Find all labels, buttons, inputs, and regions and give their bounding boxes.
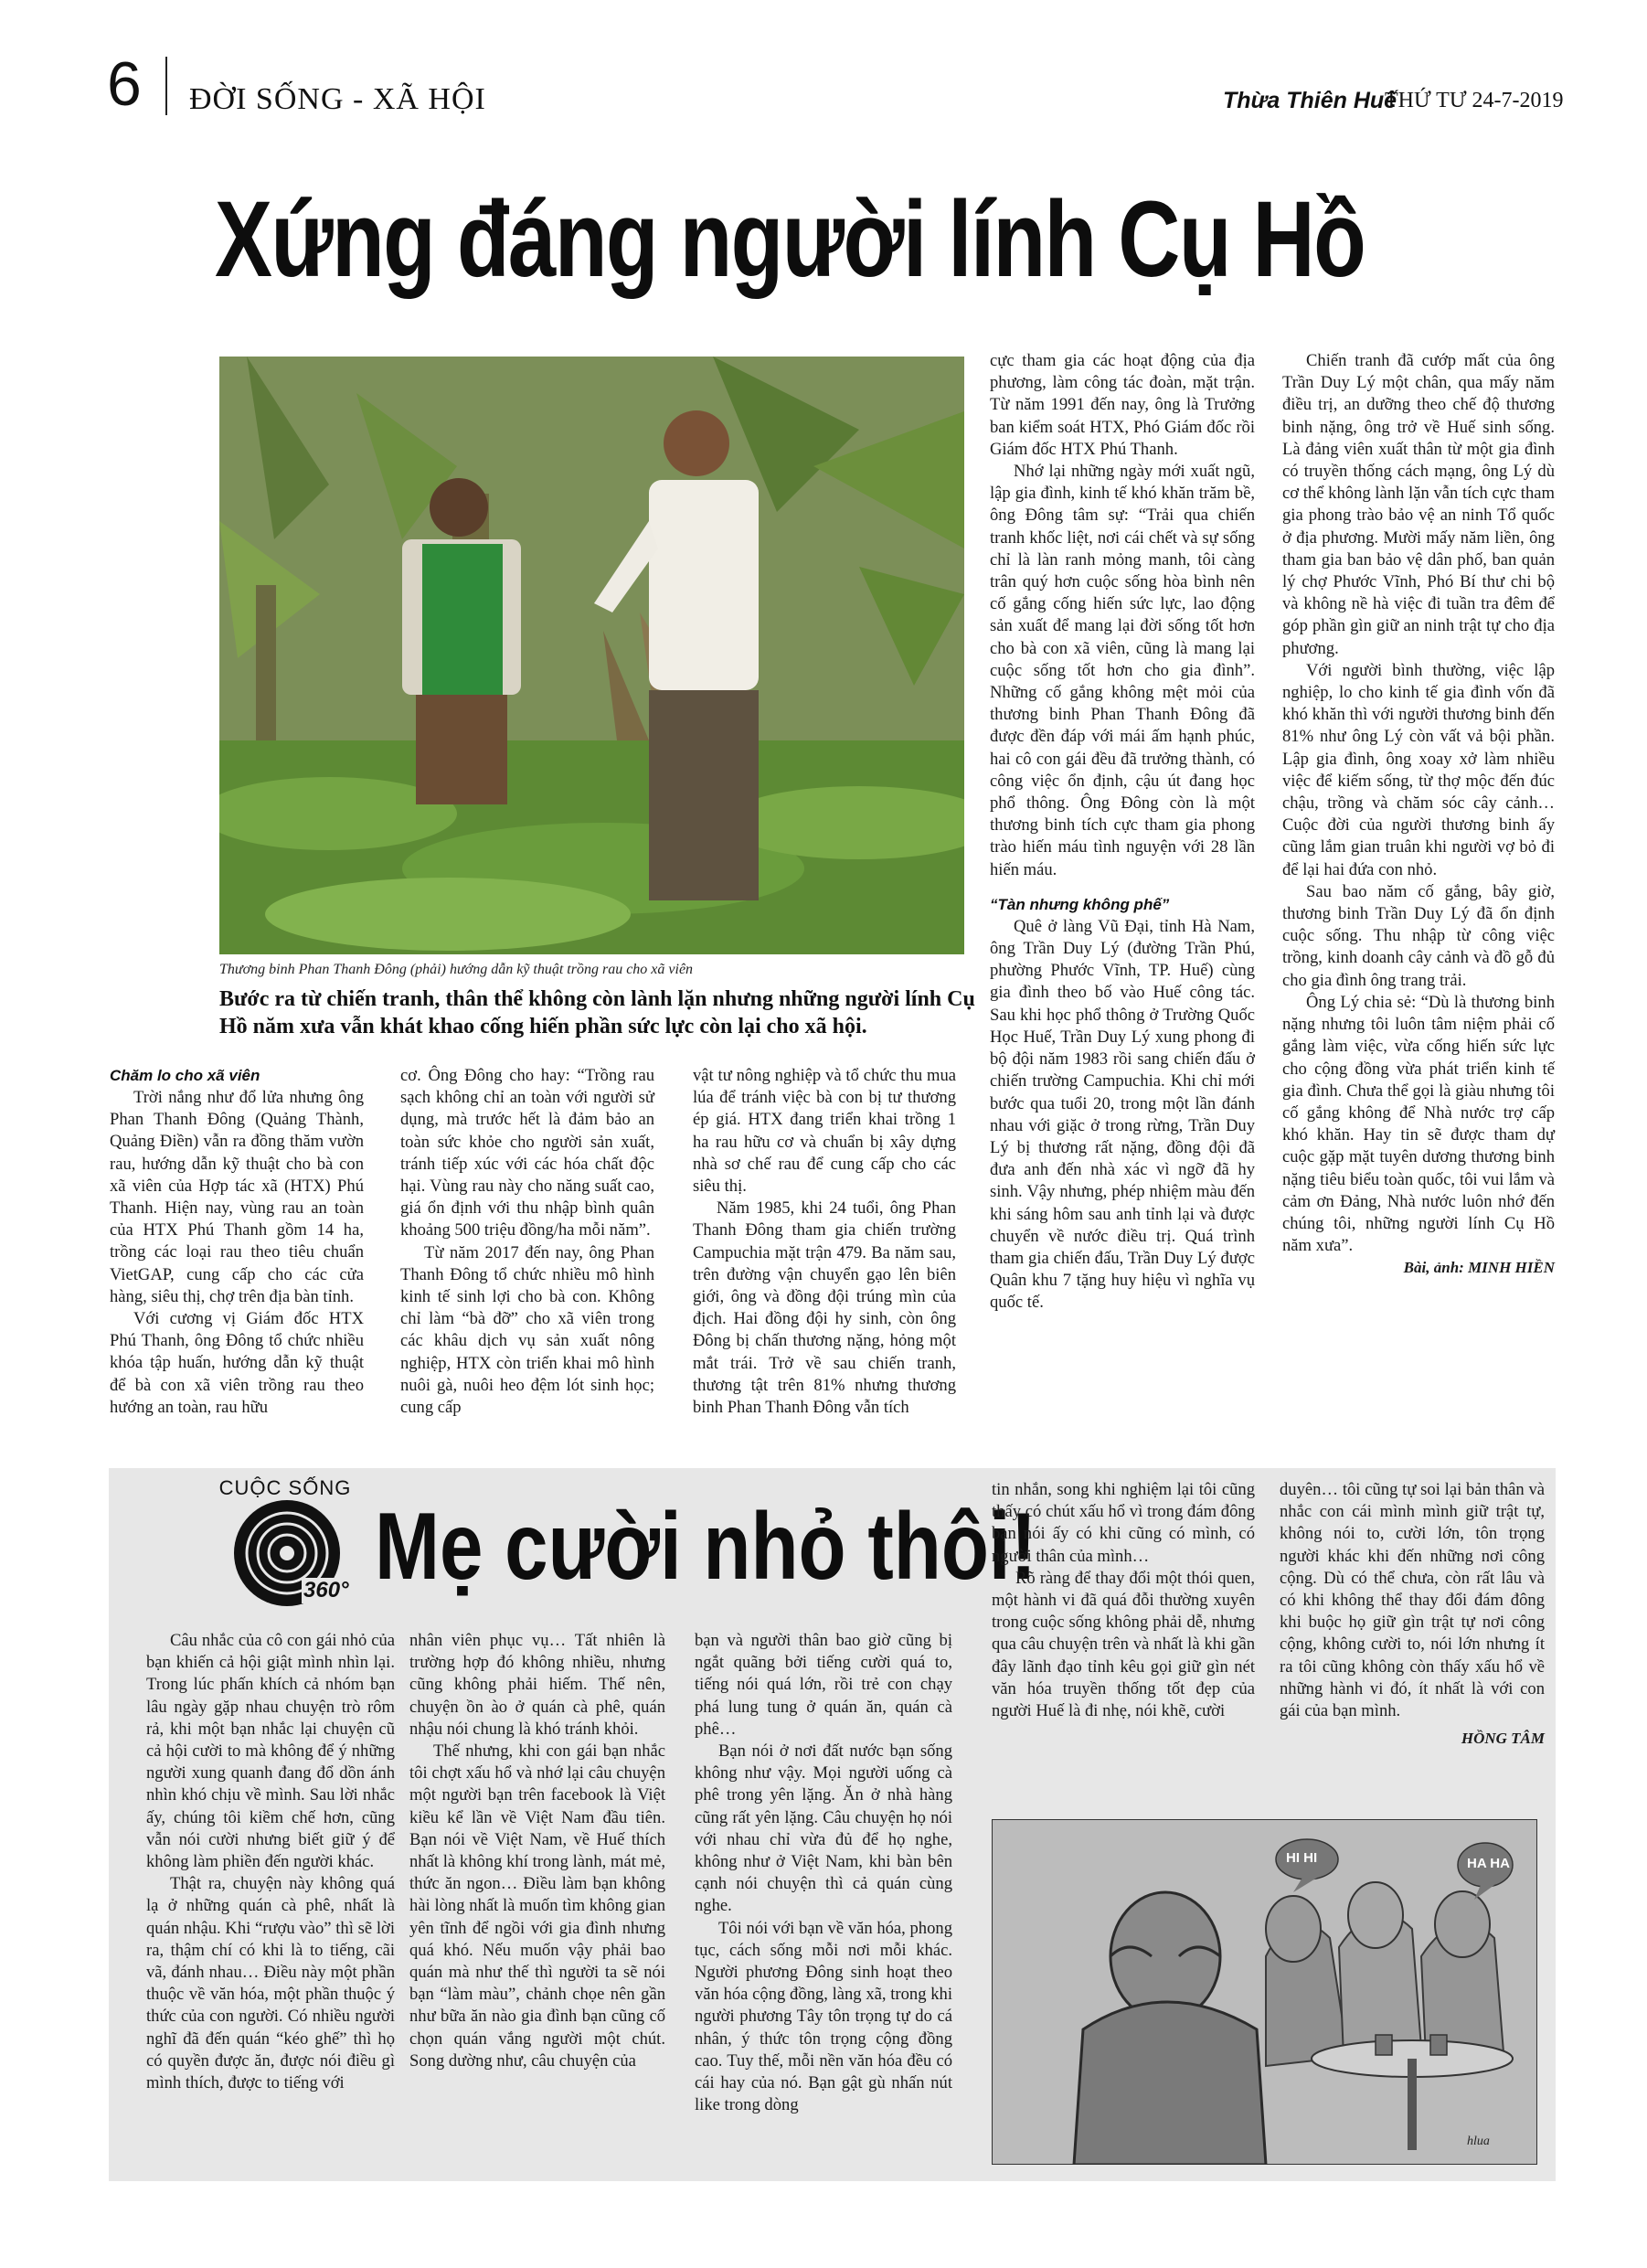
box-column-3 xyxy=(695,1630,952,2116)
byline-prefix: Bài, ảnh: xyxy=(1403,1259,1464,1277)
paragraph: bạn và người thân bao giờ cũng bị ngắt quãng bởi tiếng cười quá to, tiếng nói quá lớn, rồi trẻ con chạy phá lung tung ở quán ăn, quán cà phê… xyxy=(695,1631,952,1739)
article-headline: Xứng đáng người lính Cụ Hồ xyxy=(215,179,1365,300)
box-column-1 xyxy=(146,1630,395,2094)
box-byline: HỒNG TÂM xyxy=(1461,1730,1545,1748)
box-column-2 xyxy=(409,1630,665,2072)
paragraph: Quê ở làng Vũ Đại, tỉnh Hà Nam, ông Trần Duy Lý (đường Trần Phú, phường Phước Vĩnh, TP. Huế) cùng gia đình theo bố vào Huế công tác. Sau khi học phổ thông ở Trường Quốc Học Huế, Trần Duy Lý xung phong đi bộ đội năm 1983 rồi sang chiến đấu ở chiến trường Campuchia. Khi chỉ mới bước qua tuổi 20, trong một lần đánh nhau với giặc ở trong rừng, Trần Duy Lý bị thương rất nặng, đồng đội đã đưa anh đến nhà xác vì ngỡ đã hy sinh. Vậy nhưng, phép nhiệm màu đến khi sáng hôm sau anh tỉnh lại và được chuyển về nước điều trị. Quá trình tham gia chiến đấu, Trần Duy Lý được Quân khu 7 tặng huy hiệu vì nghĩa vụ quốc tế. xyxy=(990,916,1255,1313)
article-column-2 xyxy=(400,1065,654,1419)
section-title: ĐỜI SỐNG - XÃ HỘI xyxy=(189,82,486,116)
byline-name: MINH HIỀN xyxy=(1468,1259,1555,1277)
paragraph: Thế nhưng, khi con gái bạn nhắc tôi chợt xấu hổ và nhớ lại câu chuyện một người bạn trên facebook là Việt kiều kể lần về Việt Nam đầu tiên. Bạn nói về Việt Nam, về Huế thích nhất là không khí trong lành, mát mẻ, thức ăn ngon… Điều làm bạn không hài lòng nhất là muốn tìm không gian yên tĩnh để ngồi với gia đình nhưng quá khó. Nếu muốn vậy phải bao quán mà như thế thì người ta sẽ nói bạn “làm màu”, chảnh chọe nên gần như bữa ăn nào gia đình bạn cũng cố chọn quán vắng người một chút. Song dường như, câu chuyện của xyxy=(409,1741,665,2071)
paragraph: Câu nhắc của cô con gái nhỏ của bạn khiến cả hội giật mình nhìn lại. Trong lúc phấn khích cả nhóm bạn lâu ngày gặp nhau chuyện trò rôm rả, khi một bạn nhắc lại chuyện cũ cả hội cười to mà không để ý những người xung quanh đang đổ dồn ánh nhìn khó chịu về mình. Sau lời nhắc ấy, chúng tôi kiềm chế hơn, cũng vẫn nói cười nhưng biết giữ ý để không làm phiền đến người khác. xyxy=(146,1631,395,1872)
paragraph: Nhớ lại những ngày mới xuất ngũ, lập gia đình, kinh tế khó khăn trăm bề, ông Đông tâm sự: “Trải qua chiến tranh khốc liệt, nơi cái chết và sự sống chỉ là làn ranh mỏng manh, tôi càng trân quý hơn cuộc sống hòa bình nên cố gắng cống hiến sức lực, lao động sản xuất để mang lại đời sống tốt hơn cho bà con xã viên, cũng là mang lại cuộc sống tốt hơn cho gia đình”. Những cố gắng không mệt mỏi của thương binh Phan Thanh Đông đã được đền đáp với mái ấm hạnh phúc, hai cô con gái đều đã trưởng thành, có công việc ổn định, cậu út đang học phổ thông. Ông Đông còn là một thương binh tích cực tham gia phong trào hiến máu tình nguyện với 28 lần hiến máu. xyxy=(990,462,1255,879)
paragraph: vật tư nông nghiệp và tổ chức thu mua lúa để tránh việc bà con bị tư thương ép giá. HTX đang triển khai trồng 1 ha rau hữu cơ và chuẩn bị xây dựng nhà sơ chế rau để cung cấp cho các siêu thị. xyxy=(693,1066,956,1197)
paragraph: Với cương vị Giám đốc HTX Phú Thanh, ông Đông tổ chức nhiều khóa tập huấn, hướng dẫn kỹ thuật để bà con xã viên trồng rau theo hướng an toàn, rau hữu xyxy=(110,1309,364,1417)
subheading: Chăm lo cho xã viên xyxy=(110,1067,260,1084)
article-column-1 xyxy=(110,1065,364,1419)
paragraph: Năm 1985, khi 24 tuổi, ông Phan Thanh Đông tham gia chiến trường Campuchia mặt trận 479. Ba năm sau, trên đường vận chuyển gạo lên biên giới, ông và đồng đội trúng mìn của địch. Hai đồng đội hy sinh, còn ông Đông bị chấn thương nặng, hỏng một mắt trái. Trở về sau chiến tranh, thương tật trên 81% nhưng thương binh Phan Thanh Đông vẫn tích xyxy=(693,1198,956,1418)
paragraph: Trời nắng như đổ lửa nhưng ông Phan Thanh Đông (Quảng Thành, Quảng Điền) vẫn ra đồng thăm vườn rau, hướng dẫn kỹ thuật cho bà con xã viên của Hợp tác xã (HTX) Phú Thanh. Hiện nay, vùng rau an toàn của HTX Phú Thanh gồm 14 ha, trồng các loại rau theo tiêu chuẩn VietGAP, cung cấp cho các cửa hàng, siêu thị, chợ trên địa bàn tỉnh. xyxy=(110,1088,364,1306)
header-divider xyxy=(165,57,167,115)
paragraph: Bạn nói ở nơi đất nước bạn sống không như vậy. Mọi người uống cà phê trong yên lặng. Ăn ở nhà hàng cũng rất yên lặng. Câu chuyện họ nói với nhau chỉ vừa đủ để họ nghe, không như ở Việt Nam, khi bàn bên cạnh nói chuyện thì cả quán cùng nghe. xyxy=(695,1741,952,1916)
subheading: “Tàn nhưng không phế” xyxy=(990,895,1170,913)
article-lead: Bước ra từ chiến tranh, thân thể không còn lành lặn nhưng những người lính Cụ Hồ năm xưa vẫn khát khao cống hiến phần sức lực còn lại cho xã hội. xyxy=(219,987,975,1038)
paragraph: nhân viên phục vụ… Tất nhiên là trường hợp đó không nhiều, nhưng cũng không phải hiếm. Thế nên, chuyện ồn ào ở quán cà phê, quán nhậu nói chung là khó tránh khỏi. xyxy=(409,1631,665,1739)
paragraph: Ông Lý chia sẻ: “Dù là thương binh nặng nhưng tôi luôn tâm niệm phải cố gắng làm việc, vừa cống hiến sức lực cho cộng đồng vừa phát triển kinh tế gia đình. Chưa thể gọi là giàu nhưng tôi cố gắng không để Nhà nước trợ cấp khó khăn. Hay tin sẽ được tham dự cuộc gặp mặt tuyên dương thương binh nặng tiêu biểu toàn quốc, tôi vui lắm và cảm ơn Đảng, Nhà nước luôn nhớ đến chúng tôi, những người lính Cụ Hồ năm xưa”. xyxy=(1282,992,1555,1256)
paragraph: tin nhắn, song khi nghiệm lại tôi cũng thấy có chút xấu hổ vì trong đám đông bạn nói ấy có khi cũng có mình, có người thân của mình… xyxy=(992,1480,1255,1566)
paragraph: Thật ra, chuyện này không quá lạ ở những quán cà phê, nhất là quán nhậu. Khi “rượu vào” thì sẽ lời ra, thậm chí có khi là to tiếng, cãi vã, đánh nhau… Điều này một phần thuộc về văn hóa, một phần thuộc ý thức của con người. Có nhiều người nghĩ đã đến quán “kéo ghế” thì họ có quyền được ăn, được nói điều gì mình thích, được to tiếng với xyxy=(146,1874,395,2093)
speech-bubble-text: HA HA xyxy=(1467,1856,1510,1871)
newspaper-name: Thừa Thiên Huế xyxy=(1223,88,1397,113)
paragraph: Sau bao năm cố gắng, bây giờ, thương binh Trần Duy Lý đã ổn định cuộc sống. Thu nhập từ công việc trồng, kinh doanh cây cảnh và đồ gỗ đủ cho gia đình ông trang trải. xyxy=(1282,881,1555,990)
paragraph: Với người bình thường, việc lập nghiệp, lo cho kinh tế gia đình vốn đã khó khăn thì với người thương binh đến 81% như ông Lý còn vất vả bội phần. Lập gia đình, ông xoay xở làm nhiều việc để kiếm sống, từ thợ mộc đến đúc chậu, trồng và chăm sóc cây cảnh… Cuộc đời của người thương binh ấy cũng lắm gian truân khi người vợ bỏ đi để lại hai đứa con nhỏ. xyxy=(1282,660,1555,879)
paragraph: cực tham gia các hoạt động của địa phương, làm công tác đoàn, mặt trận. Từ năm 1991 đến nay, ông là Trưởng ban kiểm soát HTX, Phó Giám đốc rồi Giám đốc HTX Phú Thanh. xyxy=(990,351,1255,459)
paragraph: Tôi nói với bạn về văn hóa, phong tục, cách sống mỗi nơi mỗi khác. Người phương Đông sinh hoạt theo văn hóa cộng đồng, làng xã, trong khi người phương Tây tôn trọng tự do cá nhân, ý thức tôn trọng cộng đồng cao. Tuy thế, mỗi nền văn hóa đều có cái hay của nó. Bạn gật gù nhấn nút like trong dòng xyxy=(695,1918,952,2115)
article-column-5 xyxy=(1282,350,1555,1280)
artist-signature: hlua xyxy=(1467,2135,1490,2148)
paragraph: cơ. Ông Đông cho hay: “Trồng rau sạch không chỉ an toàn với người sử dụng, mà trước hết là đảm bảo an toàn sức khỏe cho người sản xuất, tránh tiếp xúc với các hóa chất độc hại. Vùng rau này cho năng suất cao, giá ổn định với thu nhập bình quân khoảng 500 triệu đồng/ha mỗi năm”. xyxy=(400,1066,654,1240)
article-photo xyxy=(219,357,964,954)
article-column-4 xyxy=(990,350,1255,1315)
speech-bubble-text: HI HI xyxy=(1286,1850,1318,1866)
paragraph: duyên… tôi cũng tự soi lại bản thân và nhắc con cái mình mình giữ trật tự, không nói to, cười lớn, tôn trọng người khác khi đến những nơi công cộng. Dù có thể chưa, còn rất lâu và có khi không thể thay đổi đám đông khi buộc họ giữ gìn trật tự nơi công cộng, không cười to, nói lớn nhưng ít ra tôi cũng không còn thấy xấu hổ về những hành vi đó, ít nhất là với con gái của bạn mình. xyxy=(1280,1480,1545,1721)
article-column-3 xyxy=(693,1065,956,1419)
paragraph: Rõ ràng để thay đổi một thói quen, một hành vi đã quá đỗi thường xuyên trong cuộc sống không phải dễ, nhưng qua câu chuyện trên và nhất là khi gần đây lãnh đạo tỉnh kêu gọi giữ gìn nét văn hóa truyền thống tốt đẹp của người Huế là đi nhẹ, nói khẽ, cười xyxy=(992,1568,1255,1721)
opinion-headline: Mẹ cười nhỏ thôi! xyxy=(375,1494,1037,1600)
column-logo-title: CUỘC SỐNG xyxy=(218,1476,352,1499)
box-column-5 xyxy=(1280,1479,1545,1750)
column-logo-number: 360° xyxy=(303,1578,349,1603)
article-byline xyxy=(1282,1257,1555,1279)
page-number: 6 xyxy=(107,49,142,119)
paragraph: Chiến tranh đã cướp mất của ông Trần Duy Lý một chân, qua mấy năm điều trị, an dưỡng theo chế độ thương binh nặng, ông trở về Huế sinh sống. Là đảng viên xuất thân từ một gia đình có truyền thống cách mạng, ông Lý dù cơ thể không lành lặn vẫn tích cực tham gia phong trào bảo vệ an ninh Tổ quốc ở địa phương. Mười mấy năm liền, ông tham gia ban bảo vệ dân phố, ban quản lý chợ Phước Vĩnh, Phó Bí thư chi bộ và không nề hà việc đi tuần tra đêm để góp phần gìn giữ an ninh trật tự cho địa phương. xyxy=(1282,351,1555,658)
issue-date: THỨ TƯ 24-7-2019 xyxy=(1385,89,1564,112)
cafe-illustration xyxy=(992,1819,1537,2165)
photo-caption: Thương binh Phan Thanh Đông (phải) hướng dẫn kỹ thuật trồng rau cho xã viên xyxy=(219,962,694,977)
paragraph: Từ năm 2017 đến nay, ông Phan Thanh Đông tổ chức nhiều mô hình kinh tế sinh lợi cho bà con. Không chỉ làm “bà đỡ” cho xã viên trong các khâu dịch vụ sản xuất nông nghiệp, HTX còn triển khai mô hình nuôi gà, nuôi heo đệm lót sinh học; cung cấp xyxy=(400,1242,654,1418)
box-column-4 xyxy=(992,1479,1255,1722)
